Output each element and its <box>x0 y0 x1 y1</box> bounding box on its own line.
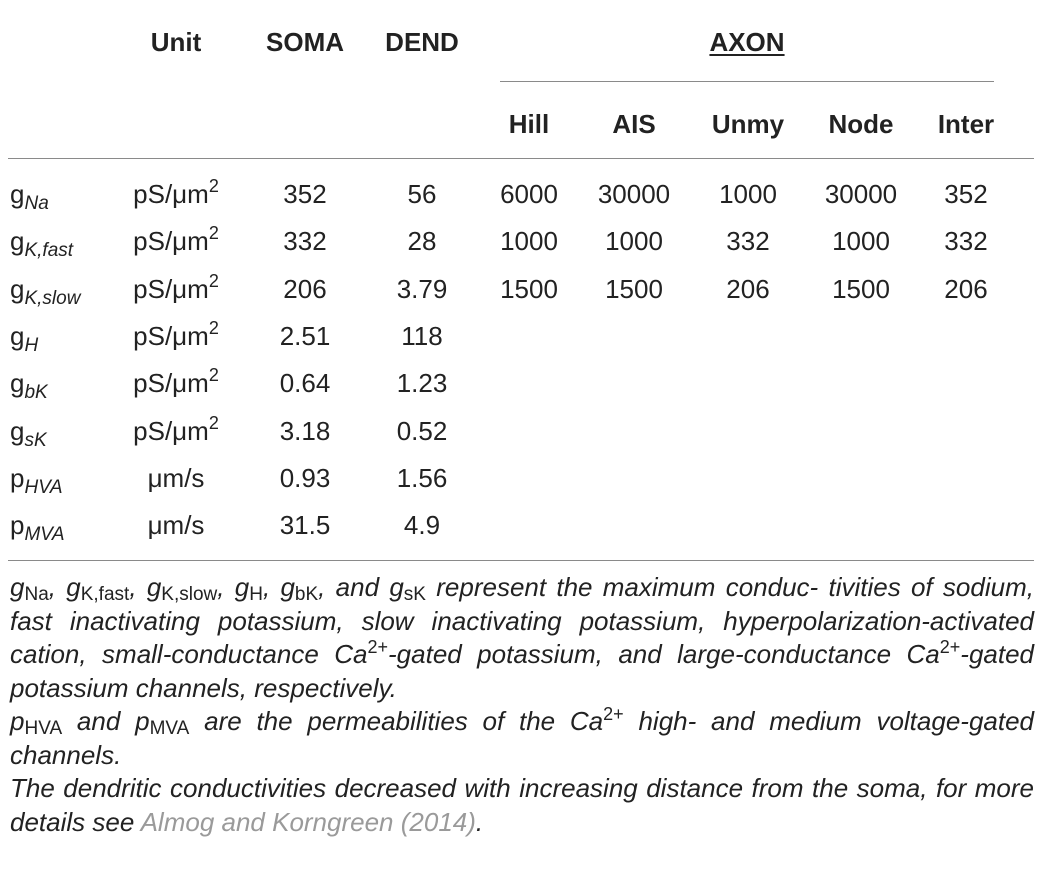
value-soma: 3.18 <box>279 416 331 446</box>
value-ais: 1500 <box>605 274 663 304</box>
value-inter: 332 <box>944 226 988 256</box>
variable-gkfast: $g_{K,fast}$ <box>10 226 74 261</box>
value-soma: 352 <box>283 179 327 209</box>
value-ais: 1000 <box>605 226 663 256</box>
header-soma: SOMA <box>266 27 344 57</box>
header-unit: Unit <box>150 27 202 57</box>
value-hill: 1500 <box>500 274 558 304</box>
header-inter: Inter <box>937 109 995 139</box>
axon-underline-rule <box>500 81 994 82</box>
unit-cell: μm/s <box>147 463 205 493</box>
table-bottom-rule <box>8 560 1034 561</box>
reference-link[interactable]: Almog and Korngreen (2014) <box>140 806 476 837</box>
value-dend: 1.23 <box>396 368 448 398</box>
variable-gh: $g_H$ <box>10 321 39 356</box>
table-footnotes <box>10 571 1034 839</box>
header-dend: DEND <box>385 27 459 57</box>
value-hill: 6000 <box>500 179 558 209</box>
variable-gna: $g_{Na}$ <box>10 179 49 214</box>
value-ais: 30000 <box>597 179 671 209</box>
value-soma: 2.51 <box>279 321 331 351</box>
unit-cell: $pS/\mu m^2$ <box>133 223 219 256</box>
variable-phva: $p_{HVA}$ <box>10 463 63 498</box>
unit-cell: $pS/\mu m^2$ <box>133 413 219 446</box>
footnote-dendritic: The dendritic conductivities decreased with increasing distance from the soma, for more details see Almog and Korngreen (2014). <box>10 773 1034 837</box>
variable-gsk: $g_{sK}$ <box>10 416 47 451</box>
variable-gbk: $g_{bK}$ <box>10 368 48 403</box>
value-dend: 28 <box>407 226 437 256</box>
unit-cell: $pS/\mu m^2$ <box>133 271 219 304</box>
header-unmy: Unmy <box>711 109 785 139</box>
value-soma: 332 <box>283 226 327 256</box>
value-dend: 1.56 <box>396 463 448 493</box>
value-dend: 4.9 <box>403 510 441 540</box>
unit-cell: $pS/\mu m^2$ <box>133 318 219 351</box>
value-unmy: 206 <box>726 274 770 304</box>
value-dend: 0.52 <box>396 416 448 446</box>
variable-pmva: $p_{MVA}$ <box>10 510 65 545</box>
variable-gkslow: $g_{K,slow}$ <box>10 274 81 309</box>
value-dend: 3.79 <box>396 274 448 304</box>
value-inter: 206 <box>944 274 988 304</box>
header-axon: AXON <box>709 27 785 57</box>
value-soma: 0.93 <box>279 463 331 493</box>
unit-cell: μm/s <box>147 510 205 540</box>
value-unmy: 332 <box>726 226 770 256</box>
value-soma: 0.64 <box>279 368 331 398</box>
footnote-permeabilities: $p_{HVA}$ and $p_{MVA}$ are the permeabilities of the $Ca^{2+}$ high- and medium voltage-gated channels. <box>10 704 1035 770</box>
unit-cell: $pS/\mu m^2$ <box>133 176 219 209</box>
value-hill: 1000 <box>500 226 558 256</box>
value-node: 1500 <box>832 274 890 304</box>
header-node: Node <box>828 109 894 139</box>
value-inter: 352 <box>944 179 988 209</box>
value-node: 30000 <box>824 179 898 209</box>
value-soma: 206 <box>283 274 327 304</box>
value-dend: 56 <box>407 179 437 209</box>
value-node: 1000 <box>832 226 890 256</box>
footnote-conductances: $g_{Na}$, $g_{K,fast}$, $g_{K,slow}$, $g_H$, $g_{bK}$, and $g_{sK}$ represent the maximum conduc- tivities of sodium, fast inactivating potassium, slow inactivating potassium, hyperpolarization-activated cation, small-conductance $Ca^{2+}$-gated potassium, and large-conductance $Ca^{2+}$-gated potassium channels, respectively. <box>10 572 1035 703</box>
unit-cell: $pS/\mu m^2$ <box>133 365 219 398</box>
header-ais: AIS <box>612 109 656 139</box>
value-dend: 118 <box>401 321 443 351</box>
value-unmy: 1000 <box>719 179 777 209</box>
header-bottom-rule <box>8 158 1034 159</box>
value-soma: 31.5 <box>279 510 331 540</box>
header-hill: Hill <box>508 109 550 139</box>
